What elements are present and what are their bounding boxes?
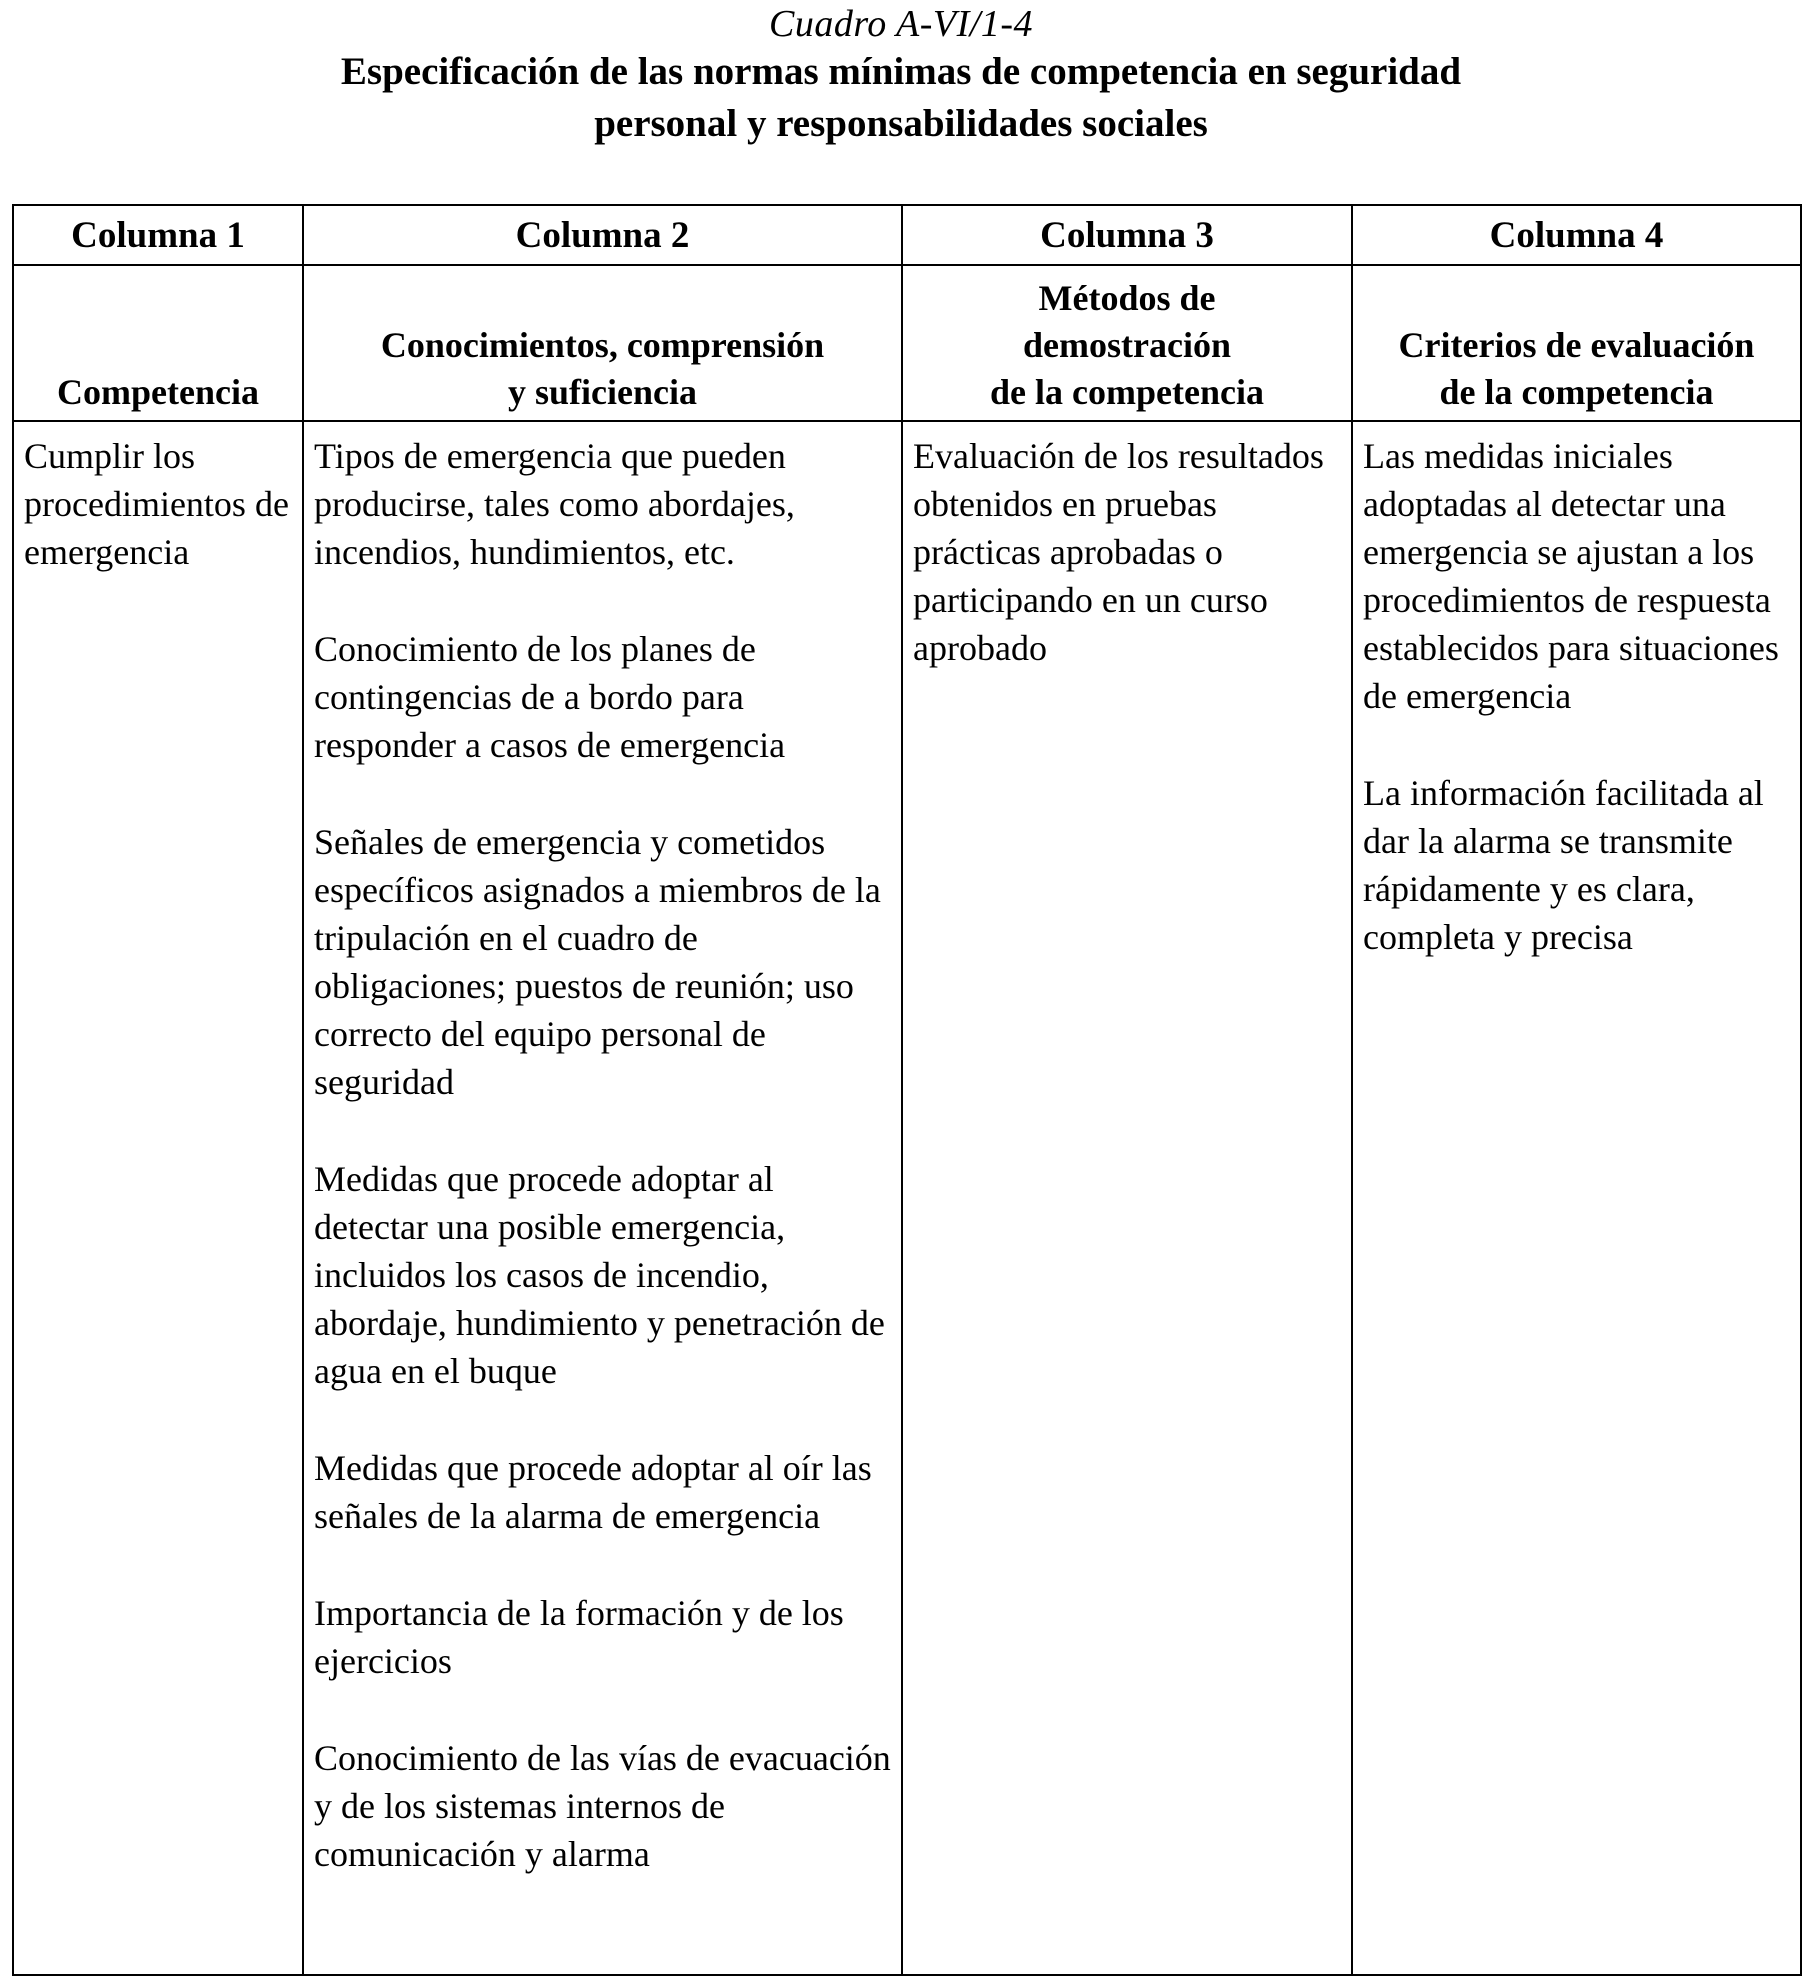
criterios-item: La información facilitada al dar la alarma se transmite rápidamente y es clara, completa y precisa <box>1363 773 1764 957</box>
column-number-2: Columna 2 <box>303 205 902 265</box>
criterios-item: Las medidas iniciales adoptadas al detectar una emergencia se ajustan a los procedimientos de respuesta establecidos para situaciones de emergencia <box>1363 436 1779 716</box>
conocimientos-item: Importancia de la formación y de los ejercicios <box>314 1593 844 1681</box>
header-line: Métodos de <box>1038 278 1216 318</box>
conocimientos-item: Conocimiento de los planes de contingencias de a bordo para responder a casos de emergencia <box>314 629 786 765</box>
table-caption <box>0 0 1802 150</box>
table-title-line-1: Especificación de las normas mínimas de competencia en seguridad <box>340 50 1462 93</box>
column-number-row <box>13 205 1801 265</box>
header-competencia <box>13 265 303 421</box>
column-number-4: Columna 4 <box>1352 205 1801 265</box>
metodos-text: Evaluación de los resultados obtenidos en pruebas prácticas aprobadas o participando en un curso aprobado <box>913 436 1324 668</box>
header-line: de la competencia <box>1439 372 1714 412</box>
conocimientos-item: Medidas que procede adoptar al oír las señales de la alarma de emergencia <box>314 1448 872 1536</box>
header-conocimientos <box>303 265 902 421</box>
cell-conocimientos <box>303 421 902 1975</box>
header-metodos <box>902 265 1352 421</box>
conocimientos-item: Tipos de emergencia que pueden producirse, tales como abordajes, incendios, hundimientos, etc. <box>314 436 795 572</box>
competence-table <box>12 204 1802 1976</box>
conocimientos-item: Señales de emergencia y cometidos específicos asignados a miembros de la tripulación en el cuadro de obligaciones; puestos de reunión; uso correcto del equipo personal de seguridad <box>314 822 881 1102</box>
header-line: y suficiencia <box>508 372 697 412</box>
competencia-text: Cumplir los procedimientos de emergencia <box>24 436 289 572</box>
header-criterios <box>1352 265 1801 421</box>
table-title-line-2: personal y responsabilidades sociales <box>594 102 1208 145</box>
header-line: Conocimientos, comprensión <box>380 325 825 365</box>
header-line: de la competencia <box>990 372 1264 412</box>
table-row <box>13 421 1801 1975</box>
cell-criterios <box>1352 421 1801 1975</box>
column-header-row <box>13 265 1801 421</box>
conocimientos-item: Conocimiento de las vías de evacuación y de los sistemas internos de comunicación y alarma <box>314 1738 891 1874</box>
table-number: Cuadro A-VI/1-4 <box>769 3 1033 45</box>
column-number-3: Columna 3 <box>902 205 1352 265</box>
column-number-1: Columna 1 <box>13 205 303 265</box>
cell-competencia <box>13 421 303 1975</box>
header-line: Competencia <box>57 372 259 412</box>
conocimientos-item: Medidas que procede adoptar al detectar una posible emergencia, incluidos los casos de incendio, abordaje, hundimiento y penetración de agua en el buque <box>314 1159 885 1391</box>
header-line: demostración <box>1023 325 1231 365</box>
header-line: Criterios de evaluación <box>1398 325 1755 365</box>
table-title <box>0 46 1802 150</box>
cell-metodos <box>902 421 1352 1975</box>
